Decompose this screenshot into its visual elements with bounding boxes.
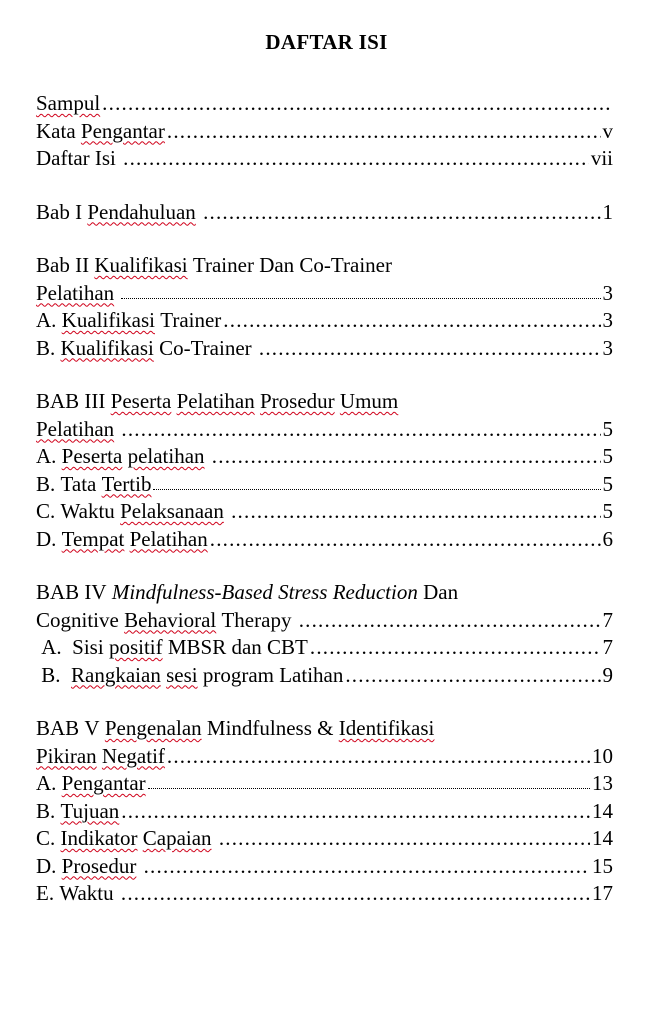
- toc-entry: [36, 498, 613, 526]
- toc-entry: [36, 199, 613, 227]
- toc-label-text: Negatif: [101, 743, 165, 768]
- toc-label-text: Pikiran: [36, 743, 97, 768]
- toc-entry-label: [36, 471, 151, 499]
- toc-entry: [36, 526, 613, 554]
- toc-label-text: B. Tata: [36, 471, 102, 496]
- toc-page-number: 14: [592, 826, 613, 850]
- toc-entry: [36, 90, 613, 118]
- toc-page-number: 5: [602, 499, 613, 523]
- toc-entry: [36, 853, 613, 881]
- toc-label-text: BAB V: [36, 716, 105, 740]
- toc-entry-label: [36, 743, 165, 771]
- toc-entry-label: [36, 853, 142, 881]
- toc-entry-label: [36, 252, 392, 280]
- toc-label-text: Pendahuluan: [87, 199, 196, 224]
- toc-label-text: Trainer Dan Co-Trainer: [187, 253, 392, 277]
- dot-leader: [144, 853, 590, 881]
- toc-label-text: Peserta: [61, 444, 123, 468]
- toc-entry: [36, 118, 613, 146]
- toc-entry: [36, 662, 613, 690]
- toc-label-text: BAB IV: [36, 580, 112, 604]
- toc-page-number: 7: [602, 635, 613, 659]
- table-of-contents: [36, 90, 613, 908]
- toc-entry-label: [36, 579, 458, 607]
- toc-label-text: Peserta: [110, 389, 172, 413]
- toc-label-text: B.: [36, 662, 72, 687]
- toc-label-text: A. Sisi: [36, 635, 109, 659]
- toc-label-text: B.: [36, 335, 61, 360]
- dot-leader: [299, 607, 601, 635]
- dot-leader: [167, 118, 601, 146]
- toc-entry-label: [36, 825, 217, 853]
- toc-label-text: [205, 444, 210, 468]
- toc-entry: [36, 471, 613, 499]
- toc-label-text: [224, 499, 229, 523]
- toc-label-text: [136, 854, 141, 878]
- toc-page-number: 6: [602, 526, 613, 551]
- toc-entry: [36, 579, 613, 607]
- toc-label-text: A.: [36, 308, 62, 332]
- toc-page-number: 14: [592, 798, 613, 823]
- toc-label-text: Pengantar: [80, 118, 165, 143]
- toc-entry: [36, 634, 613, 662]
- toc-label-text: Sampul: [36, 91, 101, 115]
- dot-leader: [223, 307, 600, 335]
- dot-leader: [212, 443, 601, 471]
- toc-label-text: Therapy: [216, 607, 297, 632]
- toc-entry-label: [36, 118, 165, 146]
- toc-page-number: 7: [602, 607, 613, 632]
- toc-page-number: 13: [592, 771, 613, 795]
- toc-label-text: Daftar Isi: [36, 146, 122, 170]
- toc-label-text: A.: [36, 444, 62, 468]
- toc-entry-label: [36, 634, 308, 662]
- toc-entry-label: [36, 280, 119, 308]
- toc-entry: [36, 307, 613, 335]
- toc-label-text: sesi: [166, 662, 198, 687]
- toc-label-text: Pelatihan: [129, 526, 208, 551]
- toc-entry-label: [36, 90, 100, 118]
- toc-entry: [36, 770, 613, 798]
- toc-label-text: D.: [36, 853, 62, 878]
- toc-label-text: Dan: [417, 580, 459, 604]
- toc-entry: [36, 715, 613, 743]
- toc-label-text: Pelatihan: [36, 416, 115, 441]
- toc-page-number: vii: [590, 146, 613, 170]
- toc-label-text: Prosedur: [259, 389, 335, 413]
- toc-entry: [36, 798, 613, 826]
- toc-entry: [36, 880, 613, 908]
- toc-label-text: Kualifikasi: [61, 308, 155, 332]
- toc-label-text: Mindfulness-Based Stress Reduction: [111, 580, 418, 604]
- toc-entry: [36, 252, 613, 280]
- toc-label-text: Tujuan: [60, 798, 120, 823]
- toc-page-number: 1: [602, 199, 613, 224]
- toc-label-text: C. Waktu: [36, 499, 121, 523]
- toc-label-text: Bab II: [36, 253, 95, 277]
- toc-entry-label: [36, 416, 119, 444]
- toc-label-text: MBSR dan CBT: [162, 635, 308, 659]
- toc-page-number: v: [602, 118, 613, 143]
- toc-label-text: program Latihan: [197, 662, 344, 687]
- toc-label-text: Kata: [36, 118, 81, 143]
- toc-label-text: [196, 200, 201, 224]
- toc-entry: [36, 825, 613, 853]
- toc-label-text: Pengenalan: [104, 716, 202, 740]
- toc-label-text: Pelatihan: [36, 280, 115, 305]
- toc-entry-label: [36, 715, 434, 743]
- toc-entry: [36, 743, 613, 771]
- dot-leader: [203, 199, 600, 227]
- toc-page-number: 9: [602, 662, 613, 687]
- toc-entry: [36, 280, 613, 308]
- toc-entry: [36, 388, 613, 416]
- toc-label-text: A.: [36, 771, 62, 795]
- dot-leader: [210, 526, 601, 554]
- dot-leader: [153, 475, 600, 490]
- toc-entry-label: [36, 526, 208, 554]
- toc-entry: [36, 335, 613, 363]
- toc-entry-label: [36, 662, 343, 690]
- toc-entry-label: [36, 307, 221, 335]
- toc-page-number: 15: [592, 853, 613, 878]
- toc-label-text: Behavioral: [124, 607, 217, 632]
- dot-leader: [121, 880, 590, 908]
- dot-leader: [259, 335, 601, 363]
- dot-leader: [121, 798, 590, 826]
- toc-label-text: Pelatihan: [176, 389, 255, 413]
- toc-entry: [36, 607, 613, 635]
- toc-label-text: [114, 281, 119, 305]
- toc-entry: [36, 416, 613, 444]
- toc-label-text: D.: [36, 526, 62, 551]
- dot-leader: [121, 416, 600, 444]
- toc-label-text: Identifikasi: [338, 716, 435, 740]
- toc-entry-label: [36, 607, 297, 635]
- toc-label-text: E. Waktu: [36, 881, 119, 905]
- toc-page-number: 5: [602, 444, 613, 468]
- toc-entry-label: [36, 770, 146, 798]
- dot-leader: [310, 634, 601, 662]
- toc-label-text: Tertib: [101, 471, 152, 496]
- dot-leader: [167, 743, 590, 771]
- toc-label-text: Capaian: [142, 826, 212, 850]
- toc-label-text: Rangkaian: [71, 662, 161, 687]
- toc-label-text: [212, 826, 217, 850]
- toc-label-text: pelatihan: [127, 444, 205, 468]
- page-title: DAFTAR ISI: [265, 30, 388, 54]
- toc-label-text: Kualifikasi: [94, 253, 188, 277]
- dot-leader: [345, 662, 600, 690]
- dot-leader: [148, 774, 590, 789]
- toc-entry-label: [36, 798, 119, 826]
- toc-label-text: C.: [36, 826, 61, 850]
- toc-entry-label: [36, 388, 398, 416]
- toc-page-number: 10: [592, 743, 613, 768]
- toc-entry-label: [36, 145, 121, 173]
- dot-leader: [102, 90, 611, 118]
- toc-entry: [36, 443, 613, 471]
- toc-label-text: Tempat: [61, 526, 125, 551]
- dot-leader: [231, 498, 600, 526]
- dot-leader: [219, 825, 590, 853]
- toc-label-text: Co-Trainer: [153, 335, 257, 360]
- toc-page-number: 3: [602, 280, 613, 305]
- toc-label-text: Pengantar: [61, 771, 146, 795]
- toc-entry-label: [36, 443, 210, 471]
- toc-label-text: BAB III: [36, 389, 111, 413]
- toc-label-text: Bab I: [36, 199, 88, 224]
- dot-leader: [121, 284, 600, 299]
- toc-entry-label: [36, 880, 119, 908]
- toc-label-text: B.: [36, 798, 61, 823]
- toc-page-number: 3: [602, 308, 613, 332]
- toc-page-number: 5: [602, 416, 613, 441]
- toc-label-text: [114, 417, 119, 441]
- toc-page-number: 3: [602, 335, 613, 360]
- toc-label-text: Pelaksanaan: [120, 499, 224, 523]
- dot-leader: [123, 145, 589, 173]
- toc-entry: [36, 145, 613, 173]
- toc-label-text: Mindfulness &: [201, 716, 339, 740]
- toc-page-number: 17: [592, 881, 613, 905]
- toc-entry-label: [36, 335, 257, 363]
- toc-label-text: Trainer: [154, 308, 222, 332]
- toc-page-number: 5: [602, 471, 613, 496]
- toc-label-text: Cognitive: [36, 607, 125, 632]
- toc-label-text: Prosedur: [61, 853, 137, 878]
- toc-label-text: Kualifikasi: [60, 335, 154, 360]
- toc-label-text: Umum: [339, 389, 399, 413]
- toc-label-text: Indikator: [60, 826, 138, 850]
- toc-entry-label: [36, 498, 229, 526]
- toc-entry-label: [36, 199, 201, 227]
- toc-label-text: positif: [108, 635, 163, 659]
